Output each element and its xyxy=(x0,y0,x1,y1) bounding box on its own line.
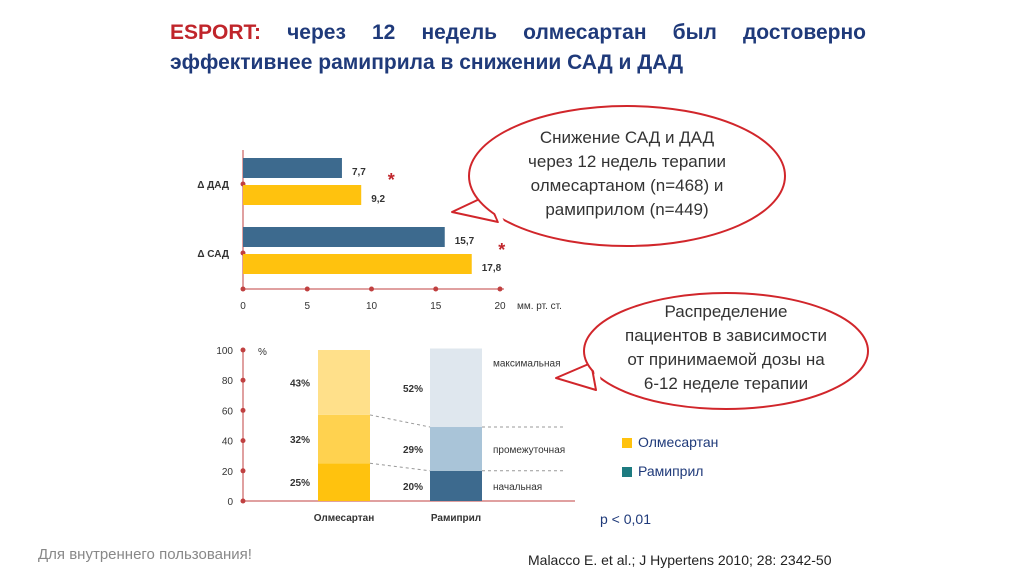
stacked-segment-начальная xyxy=(430,471,482,501)
bar-value-label: 7,7 xyxy=(351,167,366,178)
segment-value-label: 32% xyxy=(289,435,311,447)
x-tick-label: 0 xyxy=(240,301,246,312)
x-tick-marker xyxy=(305,287,310,292)
stacked-segment-максимальная xyxy=(318,350,370,415)
y-tick-marker xyxy=(241,499,246,504)
callout-bubble-1-text-line: Снижение САД и ДАД xyxy=(539,128,715,147)
callout-bubble-1-text-line: через 12 недель терапии xyxy=(528,152,726,171)
y-tick-label: 80 xyxy=(221,376,233,388)
bar-ramipril xyxy=(243,227,445,247)
category-label: Δ САД xyxy=(197,249,229,260)
callout-bubble-2-text-line: 6-12 неделе терапии xyxy=(643,374,809,393)
x-tick-marker xyxy=(498,287,503,292)
callout-bubble-2-text-line: пациентов в зависимости xyxy=(625,326,827,345)
callout-bubble-2-text-line: Распределение xyxy=(664,302,788,321)
bar-value-label: 17,8 xyxy=(481,263,502,274)
y-tick-label: 60 xyxy=(221,406,233,418)
y-axis-unit: % xyxy=(258,347,267,358)
x-tick-marker xyxy=(433,287,438,292)
title-brand: ESPORT: xyxy=(170,21,262,44)
x-tick-marker xyxy=(369,287,374,292)
significance-mark: * xyxy=(498,240,506,260)
title-text: через 12 недель олмесартан был достоверно эффективнее рамиприла в снижении САД и ДАД xyxy=(170,21,866,74)
bar-ramipril xyxy=(243,158,342,178)
category-label: Δ ДАД xyxy=(197,180,229,191)
bar-value-label: 15,7 xyxy=(454,236,475,247)
significance-mark: * xyxy=(387,170,395,190)
y-tick-label: 0 xyxy=(227,497,233,508)
y-tick-label: 40 xyxy=(221,436,233,448)
segment-value-label: 25% xyxy=(289,478,311,490)
x-tick-label: 20 xyxy=(494,301,506,312)
callout-bubble-2 xyxy=(556,293,868,409)
x-tick-label: 5 xyxy=(304,301,311,312)
dose-level-label: промежуточная xyxy=(493,444,566,456)
reference: Malacco E. et al.; J Hypertens 2010; 28: 2342-50 xyxy=(528,552,832,568)
legend-label-olmesartan: Олмесартан xyxy=(638,434,719,450)
dose-connector-line xyxy=(370,463,430,471)
bar-olmesartan xyxy=(243,254,472,274)
stacked-segment-промежуточная xyxy=(430,427,482,471)
y-tick-label: 20 xyxy=(221,466,233,478)
legend-swatch-ramipril xyxy=(622,467,632,477)
category-label: Олмесартан xyxy=(313,513,375,524)
segment-value-label: 43% xyxy=(289,378,311,390)
y-tick-marker xyxy=(241,378,246,383)
stacked-segment-промежуточная xyxy=(318,415,370,463)
bar-value-label: 9,2 xyxy=(371,194,386,205)
x-tick-marker xyxy=(241,287,246,292)
p-value: p < 0,01 xyxy=(600,511,651,527)
segment-value-label: 29% xyxy=(402,444,424,456)
y-tick-marker xyxy=(241,348,246,353)
y-tick-label: 100 xyxy=(216,346,233,357)
dose-connector-line xyxy=(370,415,430,427)
callout-bubble-1-text-line: олмесартаном (n=468) и xyxy=(530,176,724,195)
dose-level-label: начальная xyxy=(493,481,543,493)
category-label: Рамиприл xyxy=(430,513,482,524)
x-tick-label: 10 xyxy=(365,301,378,312)
callout-bubble-1-text-line: рамиприлом (n=449) xyxy=(545,200,709,219)
y-tick-marker xyxy=(241,468,246,473)
y-tick-marker xyxy=(241,438,246,443)
legend-swatch-olmesartan xyxy=(622,438,632,448)
stacked-segment-начальная xyxy=(318,463,370,501)
segment-value-label: 20% xyxy=(402,481,424,493)
legend-label-ramipril: Рамиприл xyxy=(638,463,704,479)
dose-level-label: максимальная xyxy=(493,358,561,370)
legend-item-ramipril xyxy=(622,463,703,479)
bar-olmesartan xyxy=(243,185,361,205)
internal-use-note: Для внутреннего пользования! xyxy=(38,546,252,563)
x-tick-label: 15 xyxy=(430,301,442,312)
x-axis-label: мм. рт. ст. xyxy=(517,301,562,312)
stacked-segment-максимальная xyxy=(430,348,482,427)
y-tick-marker xyxy=(241,408,246,413)
callout-bubble-1 xyxy=(452,106,785,246)
segment-value-label: 52% xyxy=(402,383,424,395)
callout-bubble-2-text-line: от принимаемой дозы на xyxy=(627,350,825,369)
legend-item-olmesartan xyxy=(622,434,718,450)
